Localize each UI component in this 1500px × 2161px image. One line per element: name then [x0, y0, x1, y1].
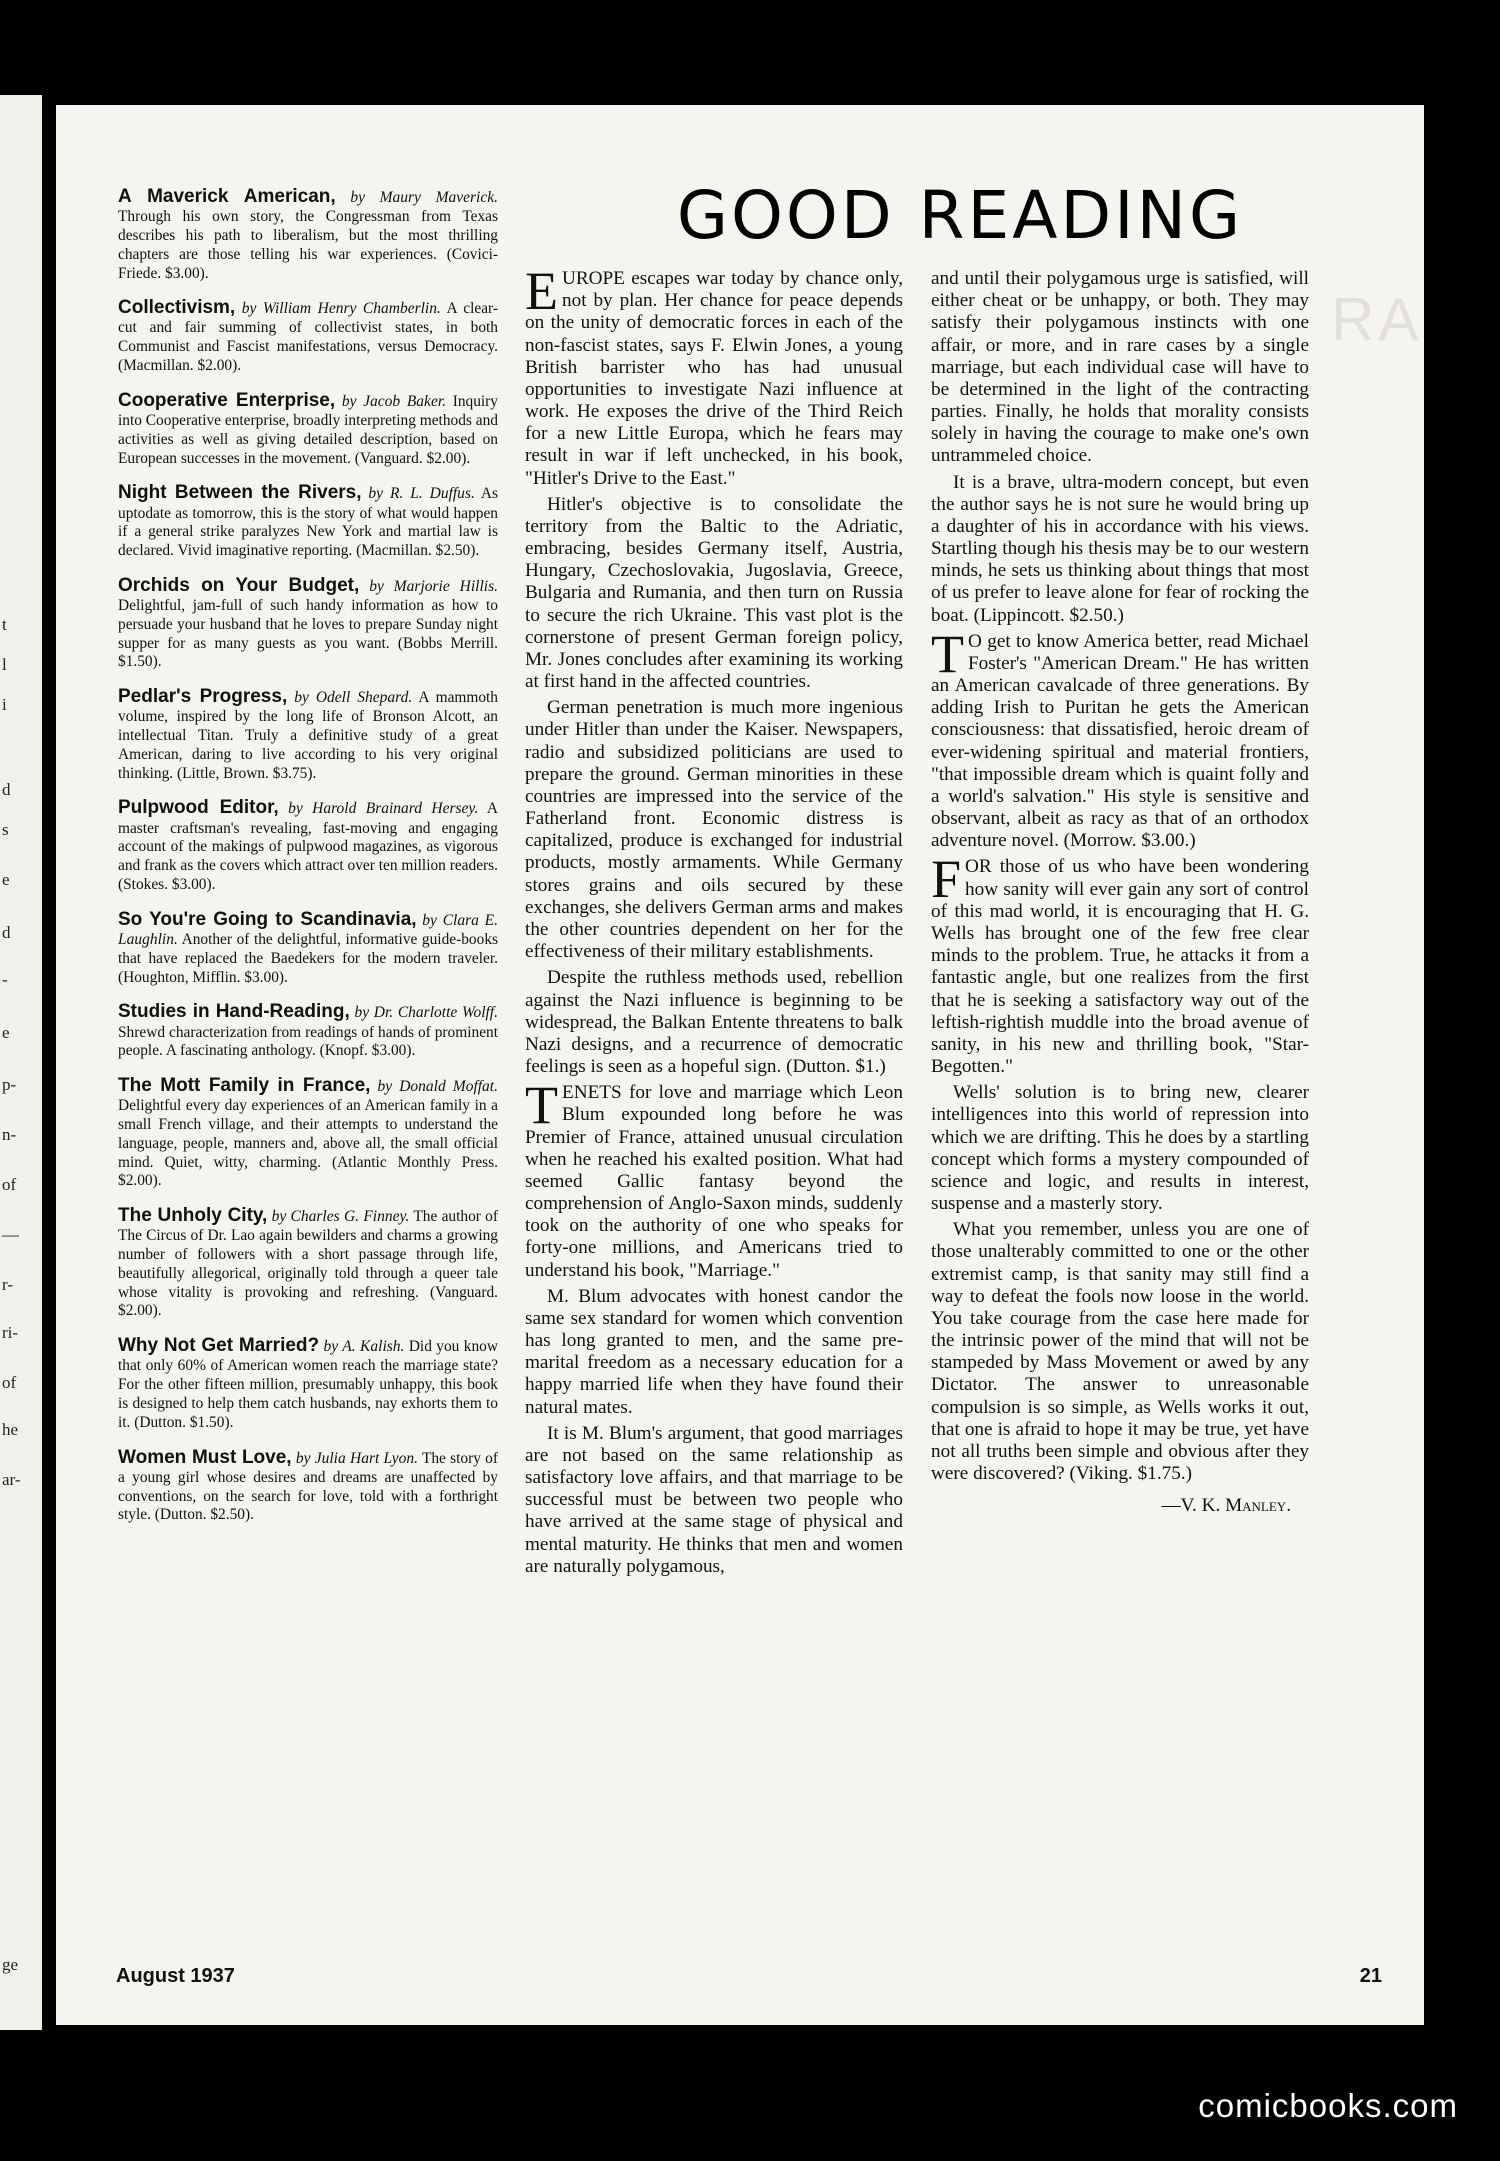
book-author: by Julia Hart Lyon. — [295, 1449, 418, 1467]
book-author: by Charles G. Finney. — [271, 1208, 410, 1226]
left-page-fragment: ar- — [2, 1470, 21, 1489]
issue-date: August 1937 — [116, 1965, 235, 1987]
book-description: Did you know that only 60% of American women reach the marriage state? For the other fifteen million, presumably unhappy, this book is designed to help them catch husbands, nay exhorts them to it. (Dutton. $1.50). — [118, 1338, 498, 1431]
book-title: The Unholy City, — [118, 1205, 268, 1227]
site-watermark: comicbooks.com — [1198, 2087, 1458, 2124]
book-title: So You're Going to Scandinavia, — [118, 908, 417, 930]
left-page-fragment: d — [2, 780, 11, 799]
drop-cap: T — [525, 1075, 558, 1136]
book-description: Delightful, jam-full of such handy information as how to persuade your husband that he loves to prepare Sunday night supper for as many guests as you want. (Bobbs Merrill. $1.50). — [118, 597, 498, 671]
left-page-fragment: he — [2, 1420, 19, 1439]
paragraph-text: UROPE escapes war today by chance only, not by plan. Her chance for peace depends on the unity of democratic forces in each of the non-fascist states, says F. Elwin Jones, a young British barrister who has had unusual opportunities to investigate Nazi influence at work. He exposes the drive of the Third Reich for a new Little Europa, which he fears may result in war if left unchecked, in his book, "Hitler's Drive to the East." — [525, 268, 903, 489]
book-author: by Odell Shepard. — [294, 689, 413, 707]
page-title: GOOD READING — [676, 177, 1244, 254]
book-author: by R. L. Duffus. — [368, 485, 475, 503]
book-entry — [118, 389, 498, 469]
book-entry — [118, 574, 498, 672]
left-page-fragment: r- — [2, 1275, 13, 1294]
paragraph: M. Blum advocates with honest candor the same sex standard for women which convention has long granted to men, and the same pre-marital freedom as a necessary education for a happy married life when they have found their natural mates. — [525, 1285, 903, 1418]
left-page-fragment: d — [2, 923, 11, 942]
book-entry — [118, 1334, 498, 1432]
book-entry — [118, 1446, 498, 1526]
book-description: The author of The Circus of Dr. Lao again bewilders and charms a growing number of followers with a short passage through life, beautifully allegorical, originally told through a queer tale whose vitality is provoking and refreshing. (Vanguard. $2.00). — [118, 1208, 498, 1320]
left-page-fragment: e — [2, 870, 10, 889]
left-page-fragment: of — [2, 1373, 17, 1392]
book-author: by Harold Brainard Hersey. — [288, 800, 479, 818]
paragraph: German penetration is much more ingenious under Hitler than under the Kaiser. Newspapers, radio and subsidized politicians are used to prepare the ground. German minorities in these countries are impressed into the service of the Fatherland front. Economic distress is capitalized, produce is exchanged for industrial products, mostly armaments. While Germany stores grains and oils secured by these exchanges, she delivers German arms and makes the other countries dependent on her for the effectiveness of their military establishments. — [525, 697, 903, 963]
book-title: Pulpwood Editor, — [118, 797, 279, 819]
paragraph-text: ENETS for love and marriage which Leon Blum expounded long before he was Premier of France, attained unusual circulation when he reached his exalted position. What had seemed Gallic fantasy beyond the comprehension of Anglo-Saxon minds, suddenly took on the authority of one who speaks for forty-one millions, and Americans tried to understand his book, "Marriage." — [525, 1082, 903, 1281]
book-entry — [118, 908, 498, 988]
paragraph — [931, 849, 1309, 1078]
paragraph: It is a brave, ultra-modern concept, but even the author says he is not sure he would bring up a daughter of his in accordance with his views. Startling though his thesis may be to our western minds, he sets us thinking about things that most of us prefer to leave alone for fear of rocking the boat. (Lippincott. $2.50.) — [931, 471, 1309, 626]
left-page-fragment: t — [2, 615, 7, 634]
book-author: by Donald Moffat. — [377, 1078, 498, 1096]
left-page-fragment: — — [2, 1225, 19, 1244]
left-page-fragment: l — [2, 655, 7, 674]
left-page-fragment: e — [2, 1023, 10, 1042]
book-title: The Mott Family in France, — [118, 1075, 371, 1097]
paragraph: It is M. Blum's argument, that good marriages are not based on the same relationship as satisfactory love affairs, and that marriage to be successful must be between two people who have arrived at the same stage of physical and mental maturity. He thinks that men and women are naturally polygamous, — [525, 1422, 903, 1577]
drop-cap: T — [931, 623, 964, 684]
paragraph-text: OR those of us who have been wondering how sanity will ever gain any sort of control of this mad world, it is encouraging that H. G. Wells has brought one of the few free clear minds to the problem. True, he attacks it from a fantastic angle, but one realizes from the first that he is seeking a satisfactory way out of the leftish-rightish muddle into the broad avenue of sanity, in his new and thrilling book, "Star-Begotten." — [931, 856, 1309, 1078]
book-title: A Maverick American, — [118, 186, 336, 207]
paragraph-text: O get to know America better, read Michael Foster's "American Dream." He has written an American cavalcade of three generations. By adding Irish to Puritan he gets the American consciousness: that dissatisfied, heroic dream of ever-widening spiritual and material frontiers, "that impossible dream which is quaint folly and a world's salvation." His style is sensitive and observant, albeit as racy as that of an orthodox adventure novel. (Morrow. $3.00.) — [931, 630, 1309, 852]
paragraph: Despite the ruthless methods used, rebellion against the Nazi influence is beginning to be widespread, the Balkan Entente threatens to balk Nazi designs, and a recurrence of democratic feelings is seen as a hopeful sign. (Dutton. $1.) — [525, 967, 903, 1078]
book-author: by Maury Maverick. — [350, 189, 498, 206]
book-description: Another of the delightful, informative guide-books that have replaced the Baedekers for the modern traveler. (Houghton, Mifflin. $3.00). — [118, 930, 499, 986]
left-page-fragment: of — [2, 1175, 17, 1194]
left-page-fragment: n- — [2, 1125, 17, 1144]
book-description: As uptodate as tomorrow, this is the story of what would happen if a general strike paralyzes New York and martial law is declared. Vivid imaginative reporting. (Macmillan. $2.50). — [118, 485, 498, 560]
book-author: by A. Kalish. — [323, 1338, 405, 1356]
book-entry — [118, 185, 498, 283]
book-title: Night Between the Rivers, — [118, 482, 362, 504]
paragraph: Wells' solution is to bring new, clearer intelligences into this world of repression into which we are drifting. This he does by a startling concept which forms a mystery compounded of science and logic, and results in interest, suspense and a masterly story. — [931, 1082, 1309, 1215]
book-entry — [118, 1204, 498, 1321]
paragraph: What you remember, unless you are one of those unalterably committed to one or the other extremist camp, is that sanity may still find a way to defeat the fools now loose in the world. You take courage from the case here made for the intrinsic power of the mind that will not be stampeded by Mass Movement or awed by any Dictator. The answer to unreasonable compulsion is so simple, as Wells works it out, that one is afraid to hope it may be true, yet have not all truths been simple and obvious after they were discovered? (Viking. $1.75.) — [931, 1219, 1309, 1485]
left-page-fragment: s — [2, 820, 9, 839]
book-entry — [118, 1074, 498, 1191]
book-author: by Dr. Charlotte Wolff. — [354, 1004, 498, 1022]
review-column-1 — [525, 261, 903, 1582]
left-page-fragment: ri- — [2, 1323, 19, 1342]
book-title: Why Not Get Married? — [118, 1335, 320, 1357]
review-column-2 — [931, 268, 1309, 1517]
book-description: Delightful every day experiences of an American family in a small French village, and their attempts to understand the language, people, manners and, above all, the small official mind. Quiet, witty, charming. (Atlantic Monthly Press. $2.00). — [118, 1097, 498, 1190]
paragraph — [931, 623, 1309, 853]
book-description: A master craftsman's revealing, fast-moving and engaging account of the makings of pulpwood magazines, as vigorous and frank as the covers which attract over ten million readers. (Stokes. $3.00). — [118, 800, 499, 893]
magazine-page — [56, 105, 1424, 2025]
page-number: 21 — [1359, 1965, 1382, 1987]
book-description: A clear-cut and fair summing of collectivist states, in both Communist and Fascist manifestations, versus Democracy. (Macmillan. $2.00). — [118, 300, 498, 375]
book-title: Orchids on Your Budget, — [118, 574, 360, 596]
book-entry — [118, 685, 498, 783]
paragraph — [525, 261, 903, 490]
book-author: by Jacob Baker. — [341, 392, 447, 410]
left-page-fragment: p- — [2, 1075, 17, 1094]
drop-cap: E — [525, 261, 558, 321]
book-entry — [118, 1000, 498, 1061]
book-entry — [118, 296, 498, 376]
book-description: The story of a young girl whose desires and dreams are unaffected by conventions, on the search for love, told with a forthright style. (Dutton. $2.50). — [118, 1449, 498, 1524]
book-description: A mammoth volume, inspired by the long life of Bronson Alcott, an intellectual Titan. Truly a definitive study of a great American, daring to live according to his very original thinking. (Little, Brown. $3.75). — [118, 689, 499, 782]
bleed-through-heading: RA — [1331, 286, 1423, 353]
adjacent-page-strip — [0, 95, 42, 2030]
author-signature: —V. K. Manley. — [1161, 1495, 1291, 1517]
left-page-fragment: ge — [2, 1955, 19, 1974]
book-author: by Marjorie Hillis. — [369, 577, 498, 595]
book-entry — [118, 796, 498, 894]
book-title: Cooperative Enterprise, — [118, 389, 336, 411]
book-title: Collectivism, — [118, 297, 236, 319]
paragraph — [525, 1075, 903, 1282]
drop-cap: F — [931, 849, 962, 910]
left-page-fragment: - — [2, 970, 8, 989]
book-title: Studies in Hand-Reading, — [118, 1001, 350, 1023]
book-entry — [118, 481, 498, 561]
book-author: by William Henry Chamberlin. — [241, 300, 441, 318]
book-title: Women Must Love, — [118, 1446, 292, 1468]
book-title: Pedlar's Progress, — [118, 686, 288, 708]
book-description: Shrewd characterization from readings of hands of prominent people. A fascinating anthology. (Knopf. $3.00). — [118, 1023, 498, 1060]
paragraph: and until their polygamous urge is satisfied, will either cheat or be unhappy, or both. They may satisfy their polygamous instincts with one affair, or more, and in rare cases by a single marriage, but each individual case will have to be determined in the light of the contracting parties. Finally, he holds that morality consists solely in having the courage to make one's own untrammeled choice. — [931, 268, 1309, 467]
book-list-column — [118, 185, 498, 1538]
paragraph: Hitler's objective is to consolidate the territory from the Baltic to the Adriatic, embracing, besides Germany itself, Austria, Hungary, Czechoslovakia, Jugoslavia, Greece, Bulgaria and Rumania, and then turn on Russia to secure the rich Ukraine. This vast plot is the cornerstone of present German foreign policy, Mr. Jones concludes after examining its working at first hand in the affected countries. — [525, 493, 903, 693]
book-author: by Clara E. Laughlin. — [118, 911, 498, 948]
left-page-fragment: i — [2, 695, 7, 714]
book-description: Inquiry into Cooperative enterprise, broadly interpreting methods and activities as well as giving detailed description, based on European successes in the movement. (Vanguard. $2.00). — [118, 392, 498, 467]
book-description: Through his own story, the Congressman from Texas describes his path to liberalism, but the most thrilling chapters are those telling his war experiences. (Covici-Friede. $3.00). — [118, 208, 498, 282]
